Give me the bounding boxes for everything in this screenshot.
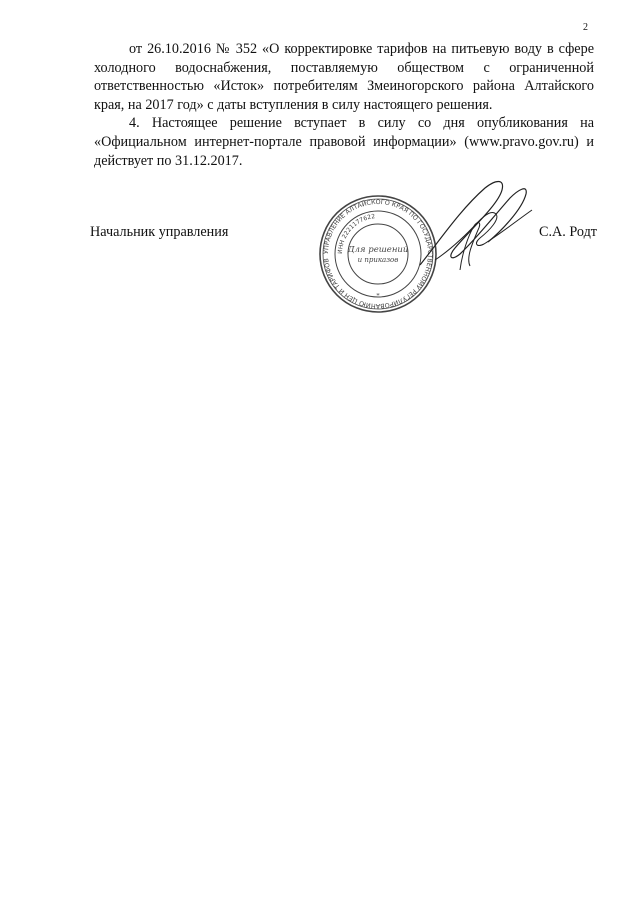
stamp-center-line-2: и приказов: [357, 256, 399, 264]
signer-name: С.А. Родт: [539, 224, 597, 240]
stamp-center-line-1: Для решений: [347, 245, 409, 255]
stamp-ring-text: УПРАВЛЕНИЕ АЛТАЙСКОГО КРАЯ ПО ГОСУДАРСТВЕННОМУ РЕГУЛИРОВАНИЮ ЦЕН И ТАРИФОВ: [322, 198, 434, 310]
stamp-inn-text: ИНН 2221177622: [336, 213, 376, 255]
handwritten-signature: [400, 170, 540, 280]
signer-position: Начальник управления: [90, 224, 229, 240]
page-number: 2: [583, 22, 588, 33]
paragraph-effective-date: 4. Настоящее решение вступает в силу со дня опубликования на «Официальном интернет-портале правовой информации» (www.pravo.gov.ru) и действует по 31.12.2017.: [94, 115, 594, 169]
svg-text:*: *: [376, 292, 380, 300]
body-text: [94, 40, 594, 170]
paragraph-continuation: от 26.10.2016 № 352 «О корректировке тарифов на питьевую воду в сфере холодного водоснабжения, поставляемую обществом с ограниченной ответственностью «Исток» потребителям Змеиногорского района Алтайского края, на 2017 год» с даты вступления в силу настоящего решения.: [94, 41, 594, 113]
